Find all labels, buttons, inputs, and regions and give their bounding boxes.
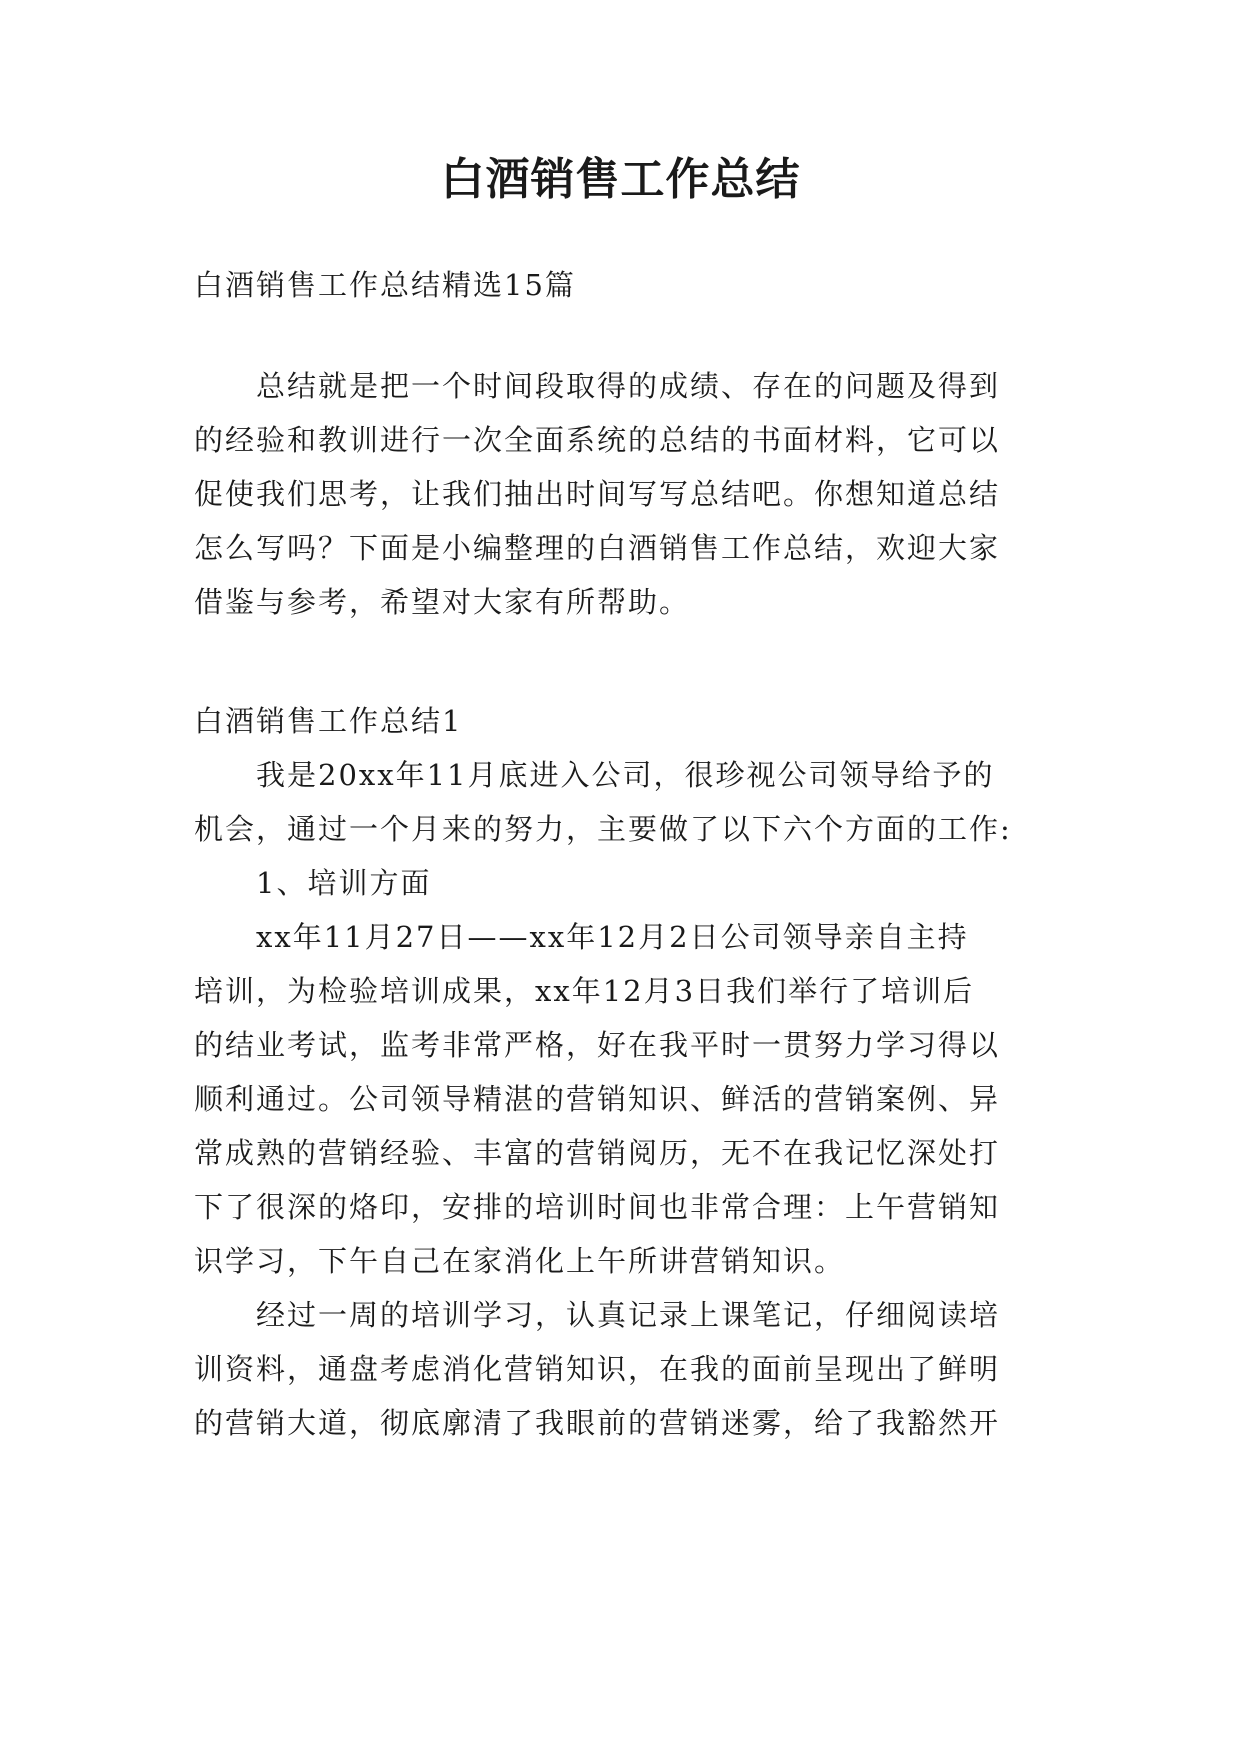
para1-line-2: 机会，通过一个月来的努力，主要做了以下六个方面的工作: <box>194 812 1012 846</box>
para2-line-3: 的结业考试，监考非常严格，好在我平时一贯努力学习得以 <box>194 1028 1001 1062</box>
para3-line-1: 经过一周的培训学习，认真记录上课笔记，仔细阅读培 <box>256 1298 1001 1332</box>
para2-line-7: 识学习，下午自己在家消化上午所讲营销知识。 <box>194 1244 846 1278</box>
document-title: 白酒销售工作总结 <box>440 154 801 205</box>
intro-line-4: 怎么写吗？下面是小编整理的白酒销售工作总结，欢迎大家 <box>194 531 1001 565</box>
para2-line-2: 培训，为检验培训成果，xx年12月3日我们举行了培训后 <box>194 974 975 1008</box>
para2-line-1: xx年11月27日——xx年12月2日公司领导亲自主持 <box>256 920 969 954</box>
para1-line-1: 我是20xx年11月底进入公司，很珍视公司领导给予的 <box>256 758 995 792</box>
document-subtitle: 白酒销售工作总结精选15篇 <box>194 268 576 302</box>
intro-line-3: 促使我们思考，让我们抽出时间写写总结吧。你想知道总结 <box>194 477 1001 511</box>
intro-line-1: 总结就是把一个时间段取得的成绩、存在的问题及得到 <box>256 369 1001 403</box>
para2-line-5: 常成熟的营销经验、丰富的营销阅历，无不在我记忆深处打 <box>194 1136 1001 1170</box>
para2-line-6: 下了很深的烙印，安排的培训时间也非常合理：上午营销知 <box>194 1190 1001 1224</box>
para3-line-3: 的营销大道，彻底廓清了我眼前的营销迷雾，给了我豁然开 <box>194 1406 1001 1440</box>
para3-line-2: 训资料，通盘考虑消化营销知识，在我的面前呈现出了鲜明 <box>194 1352 1001 1386</box>
intro-line-5: 借鉴与参考，希望对大家有所帮助。 <box>194 585 691 619</box>
item-1-heading: 1、培训方面 <box>256 866 432 900</box>
section-1-heading: 白酒销售工作总结1 <box>194 704 463 738</box>
para2-line-4: 顺利通过。公司领导精湛的营销知识、鲜活的营销案例、异 <box>194 1082 1001 1116</box>
intro-line-2: 的经验和教训进行一次全面系统的总结的书面材料，它可以 <box>194 423 1001 457</box>
